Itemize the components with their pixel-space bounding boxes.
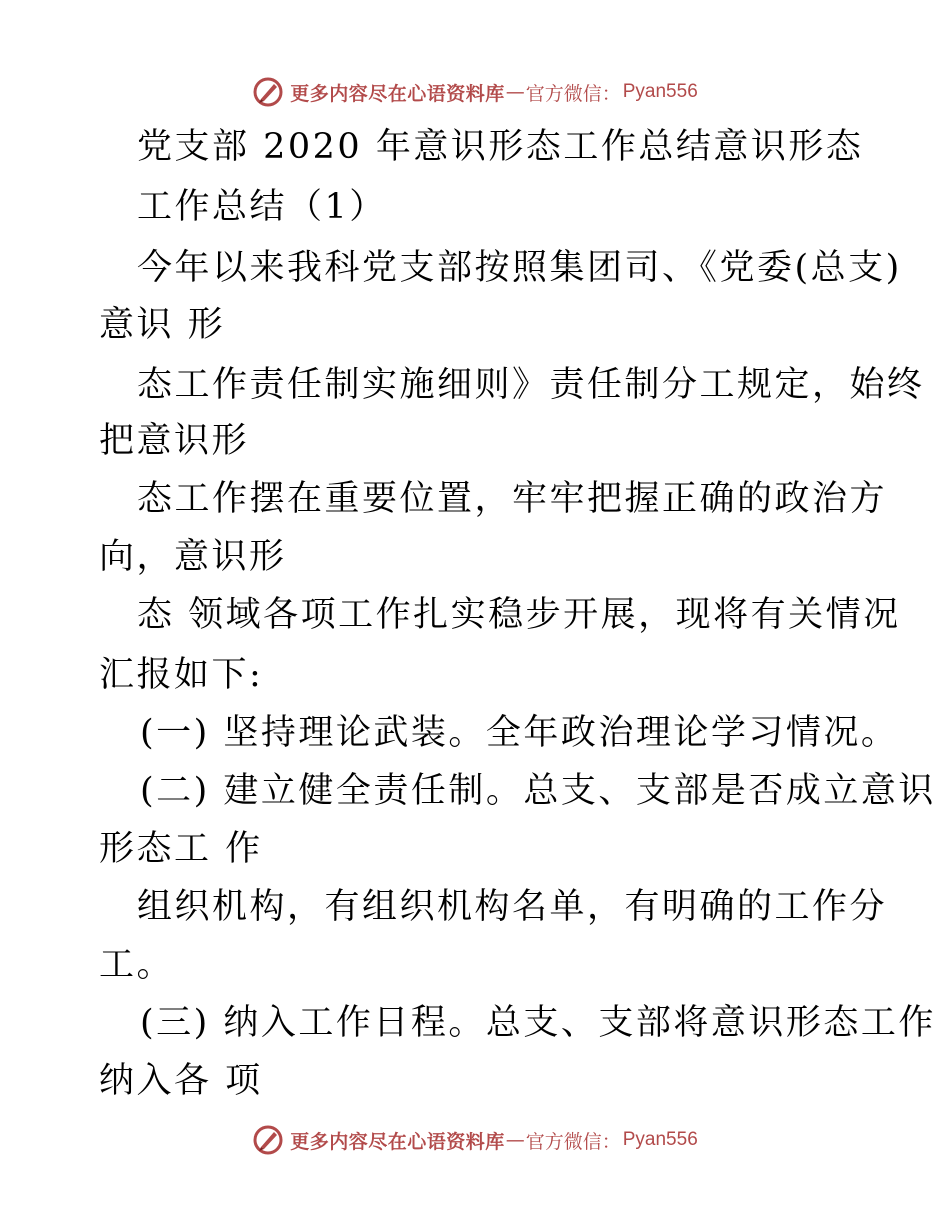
pen-logo-icon: [252, 1124, 284, 1156]
watermark-wechat-id: Pyan556: [622, 81, 698, 102]
paragraph-line: 今年以来我科党支部按照集团司、《党委(总支): [137, 248, 902, 288]
list-item-line: (一) 坚持理论武装。全年政治理论学习情况。: [140, 713, 899, 753]
watermark-dash: —: [505, 81, 525, 103]
title-line-2: 工作总结（1）: [137, 187, 387, 227]
paragraph-line: 纳入各 项: [99, 1061, 263, 1101]
paragraph-line: 态 领域各项工作扎实稳步开展，现将有关情况: [137, 595, 901, 635]
watermark-footer: [0, 1120, 950, 1160]
paragraph-line: 态工作摆在重要位置，牢牢把握正确的政治方: [137, 479, 888, 519]
paragraph-line: 工。: [99, 945, 175, 985]
watermark-text: 更多内容尽在心语资料库: [290, 1130, 505, 1153]
list-item-line: (三) 纳入工作日程。总支、支部将意识形态工作: [140, 1003, 936, 1043]
paragraph-line: 汇报如下:: [99, 655, 264, 695]
paragraph-line: 组织机构，有组织机构名单，有明确的工作分: [137, 887, 888, 927]
watermark-wechat-id: Pyan556: [622, 1129, 698, 1150]
watermark-header: [0, 72, 950, 112]
watermark-dash: —: [505, 1129, 525, 1151]
title-line-1: 党支部 2020 年意识形态工作总结意识形态: [137, 127, 864, 167]
paragraph-line: 态工作责任制实施细则》责任制分工规定，始终: [137, 365, 925, 405]
paragraph-line: 意识 形: [99, 305, 226, 345]
paragraph-line: 形态工 作: [99, 829, 263, 869]
watermark-text: 更多内容尽在心语资料库: [290, 82, 505, 105]
watermark-wechat-label: 官方微信：: [525, 82, 621, 105]
pen-logo-icon: [252, 76, 284, 108]
paragraph-line: 向，意识形: [99, 537, 287, 577]
watermark-wechat-label: 官方微信：: [525, 1130, 621, 1153]
list-item-line: (二) 建立健全责任制。总支、支部是否成立意识: [140, 771, 936, 811]
paragraph-line: 把意识形: [99, 421, 250, 461]
